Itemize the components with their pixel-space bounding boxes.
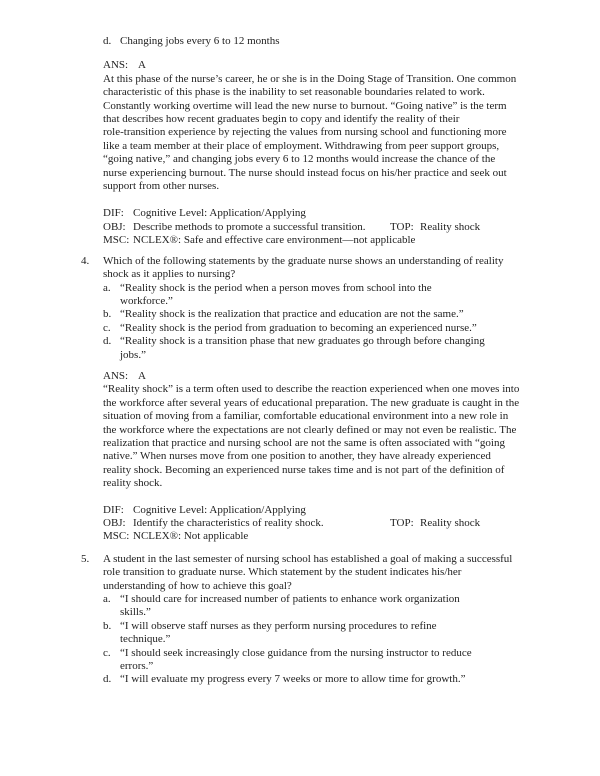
option-a [103, 593, 568, 620]
topic-value: Reality shock [420, 517, 481, 529]
answer-label: ANS: [103, 59, 129, 72]
meta-label: DIF: [103, 207, 124, 220]
meta-value: NCLEX®: Safe and effective care environment—not applicable [133, 234, 416, 247]
meta-value: Cognitive Level: Application/Applying [133, 207, 306, 220]
rationale [103, 73, 568, 194]
option-text-line: “I will observe staff nurses as they perform nursing procedures to refine [120, 619, 437, 632]
meta-label: MSC: [103, 530, 130, 543]
answer-label: ANS: [103, 369, 129, 382]
question-4 [81, 254, 568, 282]
meta-value: Identify the characteristics of reality shock. [133, 517, 324, 529]
option-text [120, 282, 568, 309]
option-text [120, 335, 568, 362]
rationale-line: characteristic of this phase is the inability to set reasonable boundaries related to work. [103, 86, 485, 99]
meta-label: DIF: [103, 503, 124, 516]
meta-value: Cognitive Level: Application/Applying [133, 503, 306, 516]
option-text [120, 308, 568, 321]
option-letter: d. [103, 35, 112, 47]
option-text-line: “I should care for increased number of patients to enhance work organization [120, 593, 460, 606]
option-d [103, 35, 568, 48]
rationale-line: native.” When nurses move from one position to another, they have already experienced [103, 450, 491, 463]
option-text [120, 647, 568, 674]
rationale-line: the workforce after several years of educational preparation. The new graduate is caught in the [103, 396, 520, 409]
question-text-line: role transition to graduate nurse. Which statement by the student indicates his/her [103, 566, 462, 579]
option-text [120, 620, 568, 647]
rationale-line: “Reality shock” is a term often used to describe the reaction experienced when one moves into [103, 383, 520, 396]
option-text-line: technique.” [120, 633, 171, 646]
rationale-line: realization that practice and nursing school are not the same is often associated with “going [103, 436, 505, 449]
option-a [103, 282, 568, 309]
topic-value: Reality shock [420, 220, 481, 233]
option-d [103, 673, 568, 686]
rationale-line: situation of moving from a familiar, comfortable educational environment into a new role in [103, 410, 509, 423]
meta-value: NCLEX®: Not applicable [133, 530, 249, 543]
option-text-line: jobs.” [120, 348, 146, 361]
question-text-line: A student in the last semester of nursing school has established a goal of making a successful [103, 552, 513, 565]
meta-row-dif [103, 207, 568, 220]
option-text-line: “Reality shock is the period when a person moves from school into the [120, 281, 432, 294]
option-text-line: skills.” [120, 606, 151, 619]
rationale-line: role-transition experience by rejecting the values from nursing school and functioning more [103, 126, 507, 139]
rationale [103, 383, 568, 490]
answer-line [103, 370, 568, 383]
rationale-line: “going native,” and changing jobs every 6 to 12 months would increase the chance of the [103, 153, 496, 166]
question-5 [81, 552, 568, 593]
option-d [103, 335, 568, 362]
topic-label: TOP: [390, 517, 414, 529]
option-letter: d. [103, 335, 112, 348]
topic-group [390, 221, 480, 234]
rationale-line: the workforce where the expectations are not clearly defined or may not even be realistic. The [103, 423, 517, 436]
meta-block [103, 504, 568, 544]
option-text-line: “I will evaluate my progress every 7 weeks or more to allow time for growth.” [120, 673, 466, 686]
answer-value: A [138, 369, 146, 382]
meta-row-obj [103, 221, 568, 234]
option-letter: d. [103, 673, 112, 686]
option-letter: a. [103, 281, 111, 294]
rationale-line: support from other nurses. [103, 180, 220, 193]
meta-row-msc [103, 530, 568, 543]
option-text [120, 673, 568, 686]
option-text-line: “Reality shock is a transition phase that new graduates go through before changing [120, 335, 485, 348]
option-text [120, 35, 568, 48]
option-b [103, 620, 568, 647]
question-text-line: understanding of how to achieve this goal? [103, 579, 292, 592]
answer-options [103, 35, 568, 48]
answer-value: A [138, 59, 146, 72]
option-letter: a. [103, 593, 111, 606]
answer-options [103, 593, 568, 687]
meta-row-msc [103, 234, 568, 247]
answer-options [103, 282, 568, 362]
option-letter: c. [103, 321, 111, 334]
topic-label: TOP: [390, 220, 414, 233]
meta-row-obj [103, 517, 568, 530]
topic-group [390, 517, 480, 530]
option-c [103, 322, 568, 335]
answer-line [103, 59, 568, 72]
option-text-line: Changing jobs every 6 to 12 months [120, 35, 280, 47]
question-text-line: Which of the following statements by the graduate nurse shows an understanding of reality [103, 254, 504, 267]
meta-row-dif [103, 504, 568, 517]
content [81, 35, 568, 687]
option-letter: b. [103, 619, 112, 632]
option-text-line: “Reality shock is the realization that practice and education are not the same.” [120, 308, 464, 321]
option-b [103, 308, 568, 321]
question-text-line: shock as it applies to nursing? [103, 268, 236, 281]
rationale-line: Constantly working overtime will lead the new nurse to burnout. “Going native” is the term [103, 99, 507, 112]
option-c [103, 647, 568, 674]
option-letter: c. [103, 646, 111, 659]
rationale-line: reality shock. [103, 477, 163, 490]
rationale-line: like a team member at their place of employment. Withdrawing from peer support groups, [103, 139, 500, 152]
option-text [120, 593, 568, 620]
rationale-line: At this phase of the nurse’s career, he or she is in the Doing Stage of Transition. One common [103, 72, 517, 85]
option-letter: b. [103, 308, 112, 321]
rationale-line: nurse experiencing burnout. The nurse should instead focus on his/her practice and seek out [103, 166, 507, 179]
option-text [120, 322, 568, 335]
rationale-line: reality shock. Becoming an experienced nurse takes time and is not part of the definition of [103, 463, 505, 476]
meta-label: MSC: [103, 234, 130, 247]
option-text-line: “I should seek increasingly close guidance from the nursing instructor to reduce [120, 646, 472, 659]
meta-label: OBJ: [103, 220, 126, 233]
rationale-line: that describes how recent graduates begin to copy and identify the reality of their [103, 113, 460, 126]
meta-value: Describe methods to promote a successful transition. [133, 220, 366, 233]
meta-block [103, 207, 568, 247]
option-text-line: errors.” [120, 660, 154, 673]
option-text-line: “Reality shock is the period from graduation to becoming an experienced nurse.” [120, 321, 477, 334]
question-number: 5. [81, 552, 90, 565]
meta-label: OBJ: [103, 517, 126, 529]
question-number: 4. [81, 254, 90, 267]
option-text-line: workforce.” [120, 294, 173, 307]
